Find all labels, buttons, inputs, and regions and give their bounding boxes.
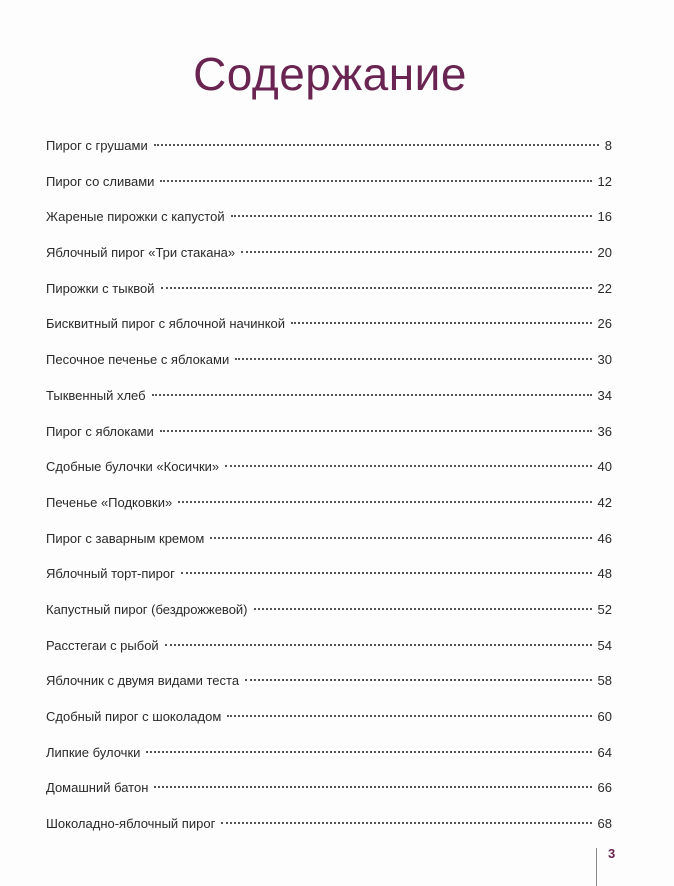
toc-entry-page: 68 [597, 816, 612, 832]
dot-leader [210, 537, 591, 539]
toc-entry[interactable] [46, 350, 612, 386]
toc-entry-page: 52 [597, 601, 612, 617]
table-of-contents [46, 136, 612, 850]
dot-leader [181, 572, 592, 574]
toc-entry-page: 42 [597, 494, 612, 510]
dot-leader [154, 786, 591, 788]
dot-leader [161, 287, 592, 289]
toc-entry[interactable] [46, 814, 612, 850]
dot-leader [225, 465, 591, 467]
toc-entry-page: 12 [597, 173, 612, 189]
toc-entry[interactable] [46, 386, 612, 422]
toc-entry-title: Капустный пирог (бездрожжевой) [46, 601, 248, 617]
toc-entry-title: Пирог с грушами [46, 138, 148, 153]
toc-entry[interactable] [46, 707, 612, 743]
toc-entry-title: Липкие булочки [46, 744, 141, 760]
toc-entry[interactable] [46, 671, 612, 707]
dot-leader [165, 644, 592, 646]
toc-entry-page: 60 [597, 709, 612, 724]
toc-entry-page: 40 [597, 459, 612, 475]
toc-entry-title: Домашний батон [46, 780, 149, 796]
toc-entry-page: 66 [597, 780, 612, 796]
toc-entry[interactable] [46, 529, 612, 565]
toc-entry-title: Печенье «Подковки» [46, 494, 173, 510]
toc-entry-title: Пирог с яблоками [46, 423, 154, 439]
toc-entry-title: Тыквенный хлеб [46, 387, 146, 403]
toc-entry-title: Пирожки с тыквой [46, 280, 155, 296]
dot-leader [254, 608, 592, 610]
dot-leader [231, 215, 592, 217]
toc-entry-page: 58 [597, 673, 612, 689]
toc-entry-title: Шоколадно-яблочный пирог [46, 816, 216, 832]
toc-entry-page: 36 [597, 423, 612, 439]
dot-leader [221, 822, 591, 824]
page-title: Содержание [193, 48, 467, 100]
toc-entry[interactable] [46, 600, 612, 636]
toc-entry[interactable] [46, 636, 612, 672]
toc-entry[interactable] [46, 136, 612, 172]
toc-entry-page: 16 [597, 209, 612, 225]
toc-entry-title: Пирог с заварным кремом [46, 530, 205, 546]
toc-entry-title: Сдобные булочки «Косички» [46, 459, 220, 475]
toc-entry[interactable] [46, 743, 612, 779]
toc-entry[interactable] [46, 564, 612, 600]
dot-leader [241, 251, 591, 253]
toc-entry[interactable] [46, 207, 612, 243]
toc-entry[interactable] [46, 778, 612, 814]
toc-entry-title: Яблочник с двумя видами теста [46, 673, 240, 689]
toc-entry-page: 46 [597, 530, 612, 546]
toc-entry-page: 48 [597, 566, 612, 582]
dot-leader [152, 394, 592, 396]
toc-entry[interactable] [46, 279, 612, 315]
toc-entry-title: Пирог со сливами [46, 173, 155, 189]
toc-entry[interactable] [46, 172, 612, 208]
toc-entry-page: 34 [597, 387, 612, 403]
toc-entry-page: 30 [597, 352, 612, 368]
toc-entry-title: Сдобный пирог с шоколадом [46, 709, 222, 724]
toc-entry-title: Бисквитный пирог с яблочной начинкой [46, 316, 286, 332]
dot-leader [227, 715, 591, 717]
toc-entry-title: Яблочный торт-пирог [46, 566, 175, 582]
toc-entry-page: 20 [597, 245, 612, 261]
toc-entry-page: 22 [597, 280, 612, 296]
toc-entry[interactable] [46, 457, 612, 493]
toc-entry[interactable] [46, 422, 612, 458]
dot-leader [154, 144, 599, 146]
toc-entry-page: 26 [597, 316, 612, 332]
toc-entry-page: 64 [597, 744, 612, 760]
toc-entry[interactable] [46, 314, 612, 350]
toc-entry[interactable] [46, 493, 612, 529]
dot-leader [160, 430, 592, 432]
dot-leader [178, 501, 591, 503]
dot-leader [235, 358, 591, 360]
toc-entry-page: 8 [604, 138, 612, 153]
toc-entry-title: Жареные пирожки с капустой [46, 209, 225, 225]
toc-entry-title: Песочное печенье с яблоками [46, 352, 230, 368]
dot-leader [160, 180, 591, 182]
dot-leader [291, 322, 592, 324]
dot-leader [146, 751, 591, 753]
page-number: 3 [608, 846, 616, 861]
dot-leader [245, 679, 591, 681]
folio-divider [596, 848, 597, 886]
toc-entry[interactable] [46, 243, 612, 279]
toc-entry-title: Расстегаи с рыбой [46, 637, 159, 653]
toc-entry-page: 54 [597, 637, 612, 653]
toc-entry-title: Яблочный пирог «Три стакана» [46, 245, 236, 261]
